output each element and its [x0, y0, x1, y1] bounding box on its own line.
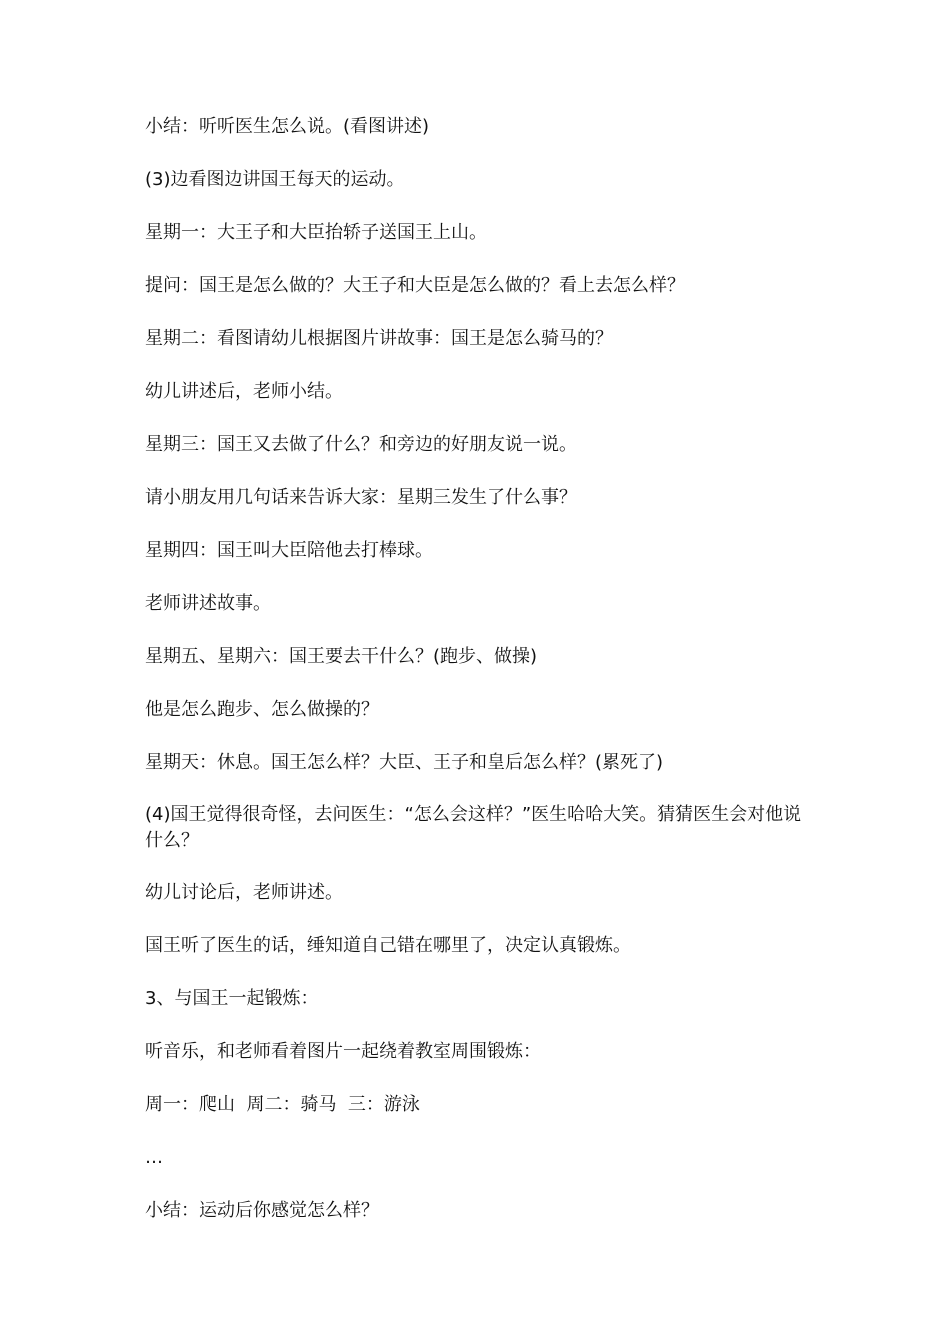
document-body: [145, 113, 815, 1250]
paragraph-5: 星期二：看图请幼儿根据图片讲故事：国王是怎么骑马的？: [145, 328, 613, 349]
paragraph-12: 他是怎么跑步、怎么做操的？: [145, 699, 379, 720]
paragraph-3: 星期一：大王子和大臣抬轿子送国王上山。: [145, 222, 487, 243]
paragraph-11: 星期五、星期六：国王要去干什么？(跑步、做操): [145, 646, 538, 667]
paragraph-2: (3)边看图边讲国王每天的运动。: [145, 169, 405, 190]
paragraph-21: 小结：运动后你感觉怎么样？: [145, 1200, 379, 1221]
paragraph-6: 幼儿讲述后，老师小结。: [145, 381, 343, 402]
paragraph-15: 幼儿讨论后，老师讲述。: [145, 882, 343, 903]
paragraph-20: …: [145, 1147, 163, 1168]
paragraph-16: 国王听了医生的话，缍知道自己错在哪里了，决定认真锻炼。: [145, 935, 631, 956]
paragraph-13: 星期天：休息。国王怎么样？大臣、王子和皇后怎么样？(累死了): [145, 752, 664, 773]
paragraph-19: 周一：爬山 周二：骑马 三：游泳: [145, 1094, 420, 1115]
paragraph-9: 星期四：国王叫大臣陪他去打棒球。: [145, 540, 433, 561]
paragraph-10: 老师讲述故事。: [145, 593, 271, 614]
paragraph-8: 请小朋友用几句话来告诉大家：星期三发生了什么事？: [145, 487, 577, 508]
paragraph-18: 听音乐，和老师看着图片一起绕着教室周围锻炼：: [145, 1041, 541, 1062]
paragraph-7: 星期三：国王又去做了什么？和旁边的好朋友说一说。: [145, 434, 577, 455]
paragraph-17: 3、与国王一起锻炼：: [145, 988, 319, 1009]
paragraph-4: 提问：国王是怎么做的？大王子和大臣是怎么做的？看上去怎么样？: [145, 275, 685, 296]
paragraph-1: 小结：听听医生怎么说。(看图讲述): [145, 116, 430, 137]
paragraph-14: (4)国王觉得很奇怪，去问医生：“怎么会这样？”医生哈哈大笑。猜猜医生会对他说什么？: [145, 804, 802, 851]
